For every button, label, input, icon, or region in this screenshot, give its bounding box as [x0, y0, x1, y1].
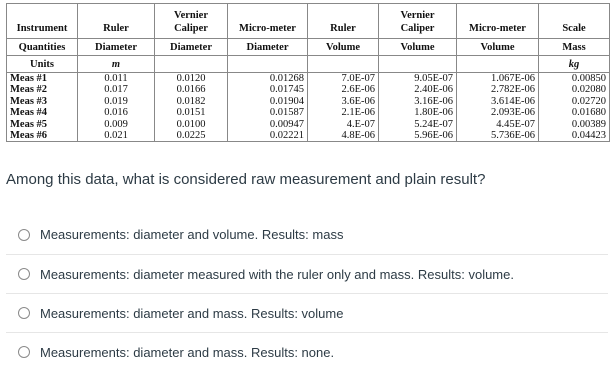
- table-cell: 5.96E-06: [379, 130, 457, 142]
- table-cell: 7.0E-07: [308, 73, 379, 85]
- table-cell: 0.02080: [539, 84, 610, 96]
- radio-button[interactable]: [18, 229, 30, 241]
- table-cell: 0.01745: [228, 84, 308, 96]
- table-cell: 0.01904: [228, 96, 308, 108]
- table-cell: 0.0182: [155, 96, 228, 108]
- table-cell: 0.00947: [228, 119, 308, 131]
- table-cell: 0.00850: [539, 73, 610, 85]
- table-row: [7, 107, 610, 119]
- header-cell: Volume: [379, 39, 457, 56]
- unit-cell: m: [78, 56, 155, 73]
- table-row: [7, 119, 610, 131]
- table-cell: 0.02221: [228, 130, 308, 142]
- table-row: [7, 130, 610, 142]
- table-cell: 2.093E-06: [457, 107, 539, 119]
- table-cell: 0.019: [78, 96, 155, 108]
- table-cell: 0.0100: [155, 119, 228, 131]
- row-label: Meas #6: [7, 130, 78, 142]
- table-cell: 3.16E-06: [379, 96, 457, 108]
- table-cell: 0.021: [78, 130, 155, 142]
- table-cell: 0.0120: [155, 73, 228, 85]
- header-cell: [539, 4, 610, 21]
- answer-option-label: Measurements: diameter and mass. Results: none.: [40, 344, 335, 360]
- header-cell: Diameter: [155, 39, 228, 56]
- table-cell: 0.01587: [228, 107, 308, 119]
- unit-cell: [379, 56, 457, 73]
- header-cell-quantities: Quantities: [7, 39, 78, 56]
- answer-option-label: Measurements: diameter and mass. Results: volume: [40, 305, 344, 321]
- table-cell: 2.40E-06: [379, 84, 457, 96]
- header-row-quantities: [7, 39, 610, 56]
- unit-cell: [457, 56, 539, 73]
- unit-cell: [228, 56, 308, 73]
- table-cell: 0.04423: [539, 130, 610, 142]
- row-label: Meas #4: [7, 107, 78, 119]
- table-cell: 0.02720: [539, 96, 610, 108]
- answer-option[interactable]: [6, 293, 608, 332]
- header-cell: [7, 4, 78, 21]
- answer-option[interactable]: [6, 332, 608, 371]
- header-row-instrument: [7, 21, 610, 39]
- table-cell: 0.0225: [155, 130, 228, 142]
- measurement-table: [6, 3, 610, 142]
- table-row: [7, 84, 610, 96]
- table-cell: 0.00389: [539, 119, 610, 131]
- header-cell: [457, 4, 539, 21]
- table-cell: 5.24E-07: [379, 119, 457, 131]
- units-label: Units: [7, 56, 78, 73]
- table-cell: 1.067E-06: [457, 73, 539, 85]
- table-cell: 1.80E-06: [379, 107, 457, 119]
- measurement-table-container: [6, 3, 609, 142]
- table-cell: 0.01680: [539, 107, 610, 119]
- unit-cell: [155, 56, 228, 73]
- radio-button[interactable]: [18, 307, 30, 319]
- row-label: Meas #2: [7, 84, 78, 96]
- header-row-1: [7, 4, 610, 21]
- header-cell: Diameter: [78, 39, 155, 56]
- table-cell: 0.01268: [228, 73, 308, 85]
- answer-option-label: Measurements: diameter and volume. Results: mass: [40, 227, 344, 242]
- header-cell: Caliper: [379, 21, 457, 39]
- answer-option[interactable]: [6, 254, 608, 293]
- radio-button[interactable]: [18, 268, 30, 280]
- units-row: [7, 56, 610, 73]
- header-cell: Volume: [457, 39, 539, 56]
- table-cell: 0.016: [78, 107, 155, 119]
- table-cell: 2.6E-06: [308, 84, 379, 96]
- table-cell: 4.45E-07: [457, 119, 539, 131]
- header-cell: Vernier: [379, 4, 457, 21]
- header-cell: [308, 4, 379, 21]
- question-text: Among this data, what is considered raw measurement and plain result?: [6, 171, 486, 188]
- header-cell: Diameter: [228, 39, 308, 56]
- unit-cell: kg: [539, 56, 610, 73]
- table-cell: 2.1E-06: [308, 107, 379, 119]
- row-label: Meas #1: [7, 73, 78, 85]
- table-cell: 0.0151: [155, 107, 228, 119]
- header-cell: Vernier: [155, 4, 228, 21]
- table-cell: 3.6E-06: [308, 96, 379, 108]
- header-cell: Micro-meter: [457, 21, 539, 39]
- header-cell: Micro-meter: [228, 21, 308, 39]
- unit-cell: [308, 56, 379, 73]
- table-row: [7, 96, 610, 108]
- table-cell: 0.011: [78, 73, 155, 85]
- header-cell: [78, 4, 155, 21]
- header-cell-instrument: Instrument: [7, 21, 78, 39]
- table-cell: 5.736E-06: [457, 130, 539, 142]
- table-cell: 0.0166: [155, 84, 228, 96]
- table-cell: 3.614E-06: [457, 96, 539, 108]
- table-cell: 9.05E-07: [379, 73, 457, 85]
- answer-option[interactable]: [6, 215, 608, 254]
- table-row: [7, 73, 610, 85]
- header-cell: [228, 4, 308, 21]
- header-cell: Caliper: [155, 21, 228, 39]
- row-label: Meas #3: [7, 96, 78, 108]
- header-cell: Scale: [539, 21, 610, 39]
- header-cell: Mass: [539, 39, 610, 56]
- table-cell: 4.E-07: [308, 119, 379, 131]
- row-label: Meas #5: [7, 119, 78, 131]
- answer-options: [6, 215, 608, 371]
- header-cell: Volume: [308, 39, 379, 56]
- header-cell: Ruler: [78, 21, 155, 39]
- table-cell: 0.009: [78, 119, 155, 131]
- radio-button[interactable]: [18, 346, 30, 358]
- table-cell: 4.8E-06: [308, 130, 379, 142]
- table-cell: 2.782E-06: [457, 84, 539, 96]
- table-cell: 0.017: [78, 84, 155, 96]
- answer-option-label: Measurements: diameter measured with the ruler only and mass. Results: volume.: [40, 266, 514, 282]
- header-cell: Ruler: [308, 21, 379, 39]
